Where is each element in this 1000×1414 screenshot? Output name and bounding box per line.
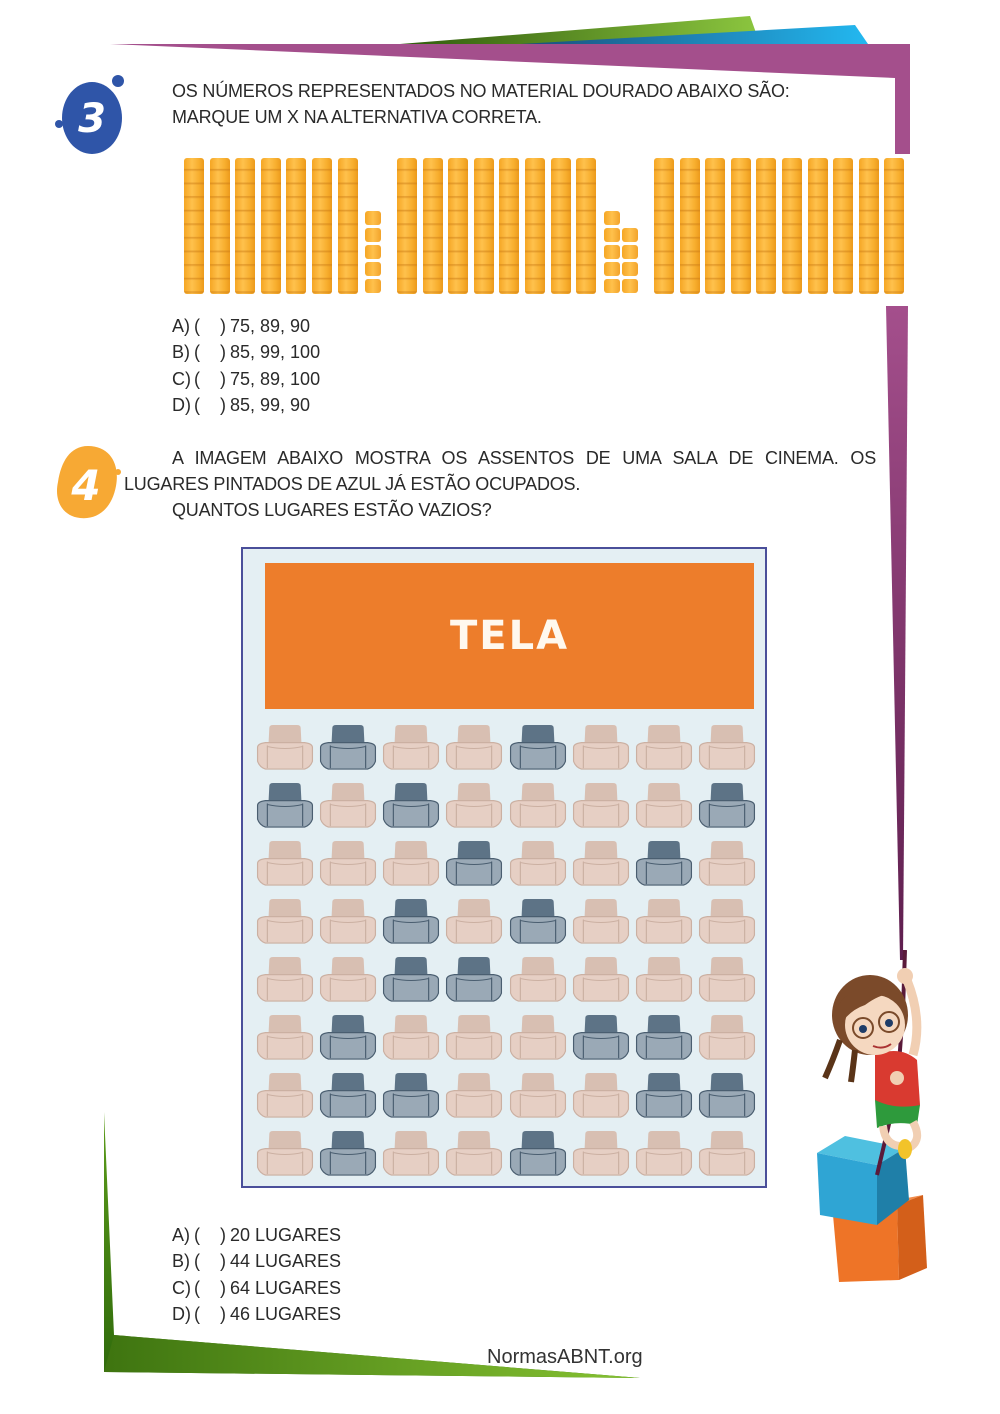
question-3-prompt — [172, 78, 790, 130]
svg-text:3: 3 — [78, 96, 106, 142]
unit-cube — [365, 228, 381, 242]
seat-empty — [634, 898, 694, 947]
seat-occupied — [571, 1014, 631, 1063]
seat-occupied — [255, 782, 315, 831]
ten-rod — [184, 158, 204, 294]
seat-empty — [697, 898, 757, 947]
prompt-line: MARQUE UM X NA ALTERNATIVA CORRETA. — [172, 107, 542, 127]
seat-occupied — [318, 1130, 378, 1179]
seat-empty — [508, 782, 568, 831]
seat-empty — [444, 782, 504, 831]
unit-cubes — [604, 158, 640, 294]
prompt-line: OS NÚMEROS REPRESENTADOS NO MATERIAL DOURADO ABAIXO SÃO: — [172, 81, 790, 101]
answer-checkbox[interactable]: ( — [194, 342, 200, 363]
ten-rod — [474, 158, 494, 294]
seat-empty — [571, 1072, 631, 1121]
option-d[interactable]: D) ( ) 46 LUGARES — [172, 1301, 341, 1327]
answer-checkbox[interactable]: ( — [194, 1225, 200, 1245]
seat-empty — [508, 840, 568, 889]
seat-occupied — [634, 1014, 694, 1063]
seat-empty — [255, 724, 315, 773]
unit-cube — [622, 228, 638, 242]
seat-occupied — [381, 782, 441, 831]
question-4-options — [172, 1222, 341, 1327]
seat-empty — [571, 898, 631, 947]
answer-checkbox[interactable]: ( — [194, 316, 200, 336]
ten-rod — [859, 158, 879, 294]
seat-empty — [255, 840, 315, 889]
seat-empty — [381, 840, 441, 889]
answer-checkbox[interactable]: ( — [194, 1277, 200, 1298]
ten-rod — [448, 158, 468, 294]
unit-cube — [622, 279, 638, 293]
answer-checkbox[interactable]: ( — [194, 1251, 200, 1272]
seat-occupied — [697, 1072, 757, 1121]
seat-grid — [253, 724, 759, 1179]
seat-empty — [508, 1072, 568, 1121]
seat-occupied — [318, 724, 378, 773]
option-d[interactable]: D) ( ) 85, 99, 90 — [172, 392, 320, 418]
option-text: 85, 99, 90 — [230, 394, 311, 415]
seat-empty — [255, 956, 315, 1005]
ten-rod — [286, 158, 306, 294]
unit-cube — [604, 245, 620, 259]
seat-occupied — [381, 898, 441, 947]
seat-occupied — [381, 1072, 441, 1121]
material-group-3 — [654, 158, 910, 298]
ten-rod — [654, 158, 674, 294]
girl-climbing-illustration — [805, 950, 995, 1290]
seat-occupied — [634, 1072, 694, 1121]
ten-rod — [576, 158, 596, 294]
material-group-1 — [184, 158, 383, 298]
ten-rod — [680, 158, 700, 294]
ten-rod — [261, 158, 281, 294]
seat-empty — [634, 956, 694, 1005]
question-3-badge — [50, 70, 130, 162]
cinema-screen — [265, 563, 754, 709]
seat-empty — [444, 724, 504, 773]
svg-text:4: 4 — [71, 461, 101, 510]
seat-empty — [571, 1130, 631, 1179]
seat-occupied — [508, 898, 568, 947]
seat-occupied — [634, 840, 694, 889]
unit-cube — [622, 245, 638, 259]
ten-rod — [551, 158, 571, 294]
ten-rod — [423, 158, 443, 294]
ten-rod — [397, 158, 417, 294]
prompt-line: QUANTOS LUGARES ESTÃO VAZIOS? — [172, 500, 492, 520]
cinema-seating-figure — [241, 547, 767, 1188]
seat-empty — [318, 782, 378, 831]
ten-rod — [210, 158, 230, 294]
unit-cube — [604, 262, 620, 276]
seat-occupied — [444, 840, 504, 889]
unit-cube — [604, 279, 620, 293]
unit-cubes — [365, 158, 383, 294]
ten-rod — [499, 158, 519, 294]
seat-empty — [697, 840, 757, 889]
question-3-options — [172, 313, 320, 418]
option-b[interactable]: B) ( ) 85, 99, 100 — [172, 339, 320, 365]
option-text: 75, 89, 90 — [230, 316, 311, 336]
seat-occupied — [508, 1130, 568, 1179]
ten-rod — [782, 158, 802, 294]
seat-empty — [697, 724, 757, 773]
screen-label: TELA — [449, 613, 570, 659]
ten-rod — [525, 158, 545, 294]
seat-empty — [318, 956, 378, 1005]
answer-checkbox[interactable]: ( — [194, 394, 200, 415]
seat-occupied — [318, 1014, 378, 1063]
answer-checkbox[interactable]: ( — [194, 368, 200, 389]
answer-checkbox[interactable]: ( — [194, 1303, 200, 1324]
prompt-line: LUGARES PINTADOS DE AZUL JÁ ESTÃO OCUPADOS. — [124, 474, 581, 494]
ten-rod — [756, 158, 776, 294]
seat-empty — [697, 956, 757, 1005]
option-text: 20 LUGARES — [230, 1225, 342, 1245]
option-text: 75, 89, 100 — [230, 368, 321, 389]
ten-rod — [235, 158, 255, 294]
seat-empty — [571, 840, 631, 889]
unit-cube — [604, 211, 620, 225]
unit-cube — [604, 228, 620, 242]
unit-cube — [365, 262, 381, 276]
ten-rod — [884, 158, 904, 294]
seat-empty — [697, 1130, 757, 1179]
question-4-prompt — [124, 445, 876, 523]
material-group-2 — [397, 158, 640, 298]
seat-empty — [571, 782, 631, 831]
option-text: 64 LUGARES — [230, 1277, 342, 1298]
option-text: 44 LUGARES — [230, 1251, 342, 1272]
option-text: 46 LUGARES — [230, 1303, 342, 1324]
unit-cube — [365, 279, 381, 293]
option-b[interactable]: B) ( ) 44 LUGARES — [172, 1248, 341, 1274]
seat-occupied — [508, 724, 568, 773]
right-band — [886, 306, 908, 960]
seat-occupied — [697, 782, 757, 831]
material-dourado-figure — [180, 158, 910, 298]
seat-empty — [444, 1130, 504, 1179]
seat-empty — [508, 956, 568, 1005]
seat-empty — [381, 1014, 441, 1063]
footer-site-name: NormasABNT.org — [487, 1346, 643, 1368]
seat-occupied — [318, 1072, 378, 1121]
seat-empty — [634, 724, 694, 773]
option-c[interactable]: C) ( ) 75, 89, 100 — [172, 366, 320, 392]
ten-rod — [338, 158, 358, 294]
seat-empty — [255, 1072, 315, 1121]
seat-empty — [444, 1014, 504, 1063]
option-text: 85, 99, 100 — [230, 342, 321, 363]
seat-empty — [381, 1130, 441, 1179]
seat-empty — [634, 782, 694, 831]
ten-rod — [731, 158, 751, 294]
seat-empty — [381, 724, 441, 773]
seat-empty — [444, 898, 504, 947]
seat-empty — [318, 898, 378, 947]
ten-rod — [808, 158, 828, 294]
prompt-line: A IMAGEM ABAIXO MOSTRA OS ASSENTOS DE UMA SALA DE CINEMA. OS — [172, 448, 876, 468]
question-4-badge — [52, 442, 124, 524]
seat-empty — [697, 1014, 757, 1063]
unit-cube — [365, 211, 381, 225]
seat-occupied — [381, 956, 441, 1005]
seat-occupied — [444, 956, 504, 1005]
unit-cube — [365, 245, 381, 259]
seat-empty — [255, 1014, 315, 1063]
seat-empty — [255, 898, 315, 947]
option-c[interactable]: C) ( ) 64 LUGARES — [172, 1275, 341, 1301]
seat-empty — [634, 1130, 694, 1179]
seat-empty — [255, 1130, 315, 1179]
ten-rod — [312, 158, 332, 294]
option-a[interactable]: A) ( ) 75, 89, 90 — [172, 313, 320, 339]
seat-empty — [444, 1072, 504, 1121]
ten-rod — [833, 158, 853, 294]
ten-rod — [705, 158, 725, 294]
seat-empty — [571, 724, 631, 773]
unit-cube — [622, 262, 638, 276]
seat-empty — [318, 840, 378, 889]
seat-empty — [571, 956, 631, 1005]
seat-empty — [508, 1014, 568, 1063]
option-a[interactable]: A) ( ) 20 LUGARES — [172, 1222, 341, 1248]
